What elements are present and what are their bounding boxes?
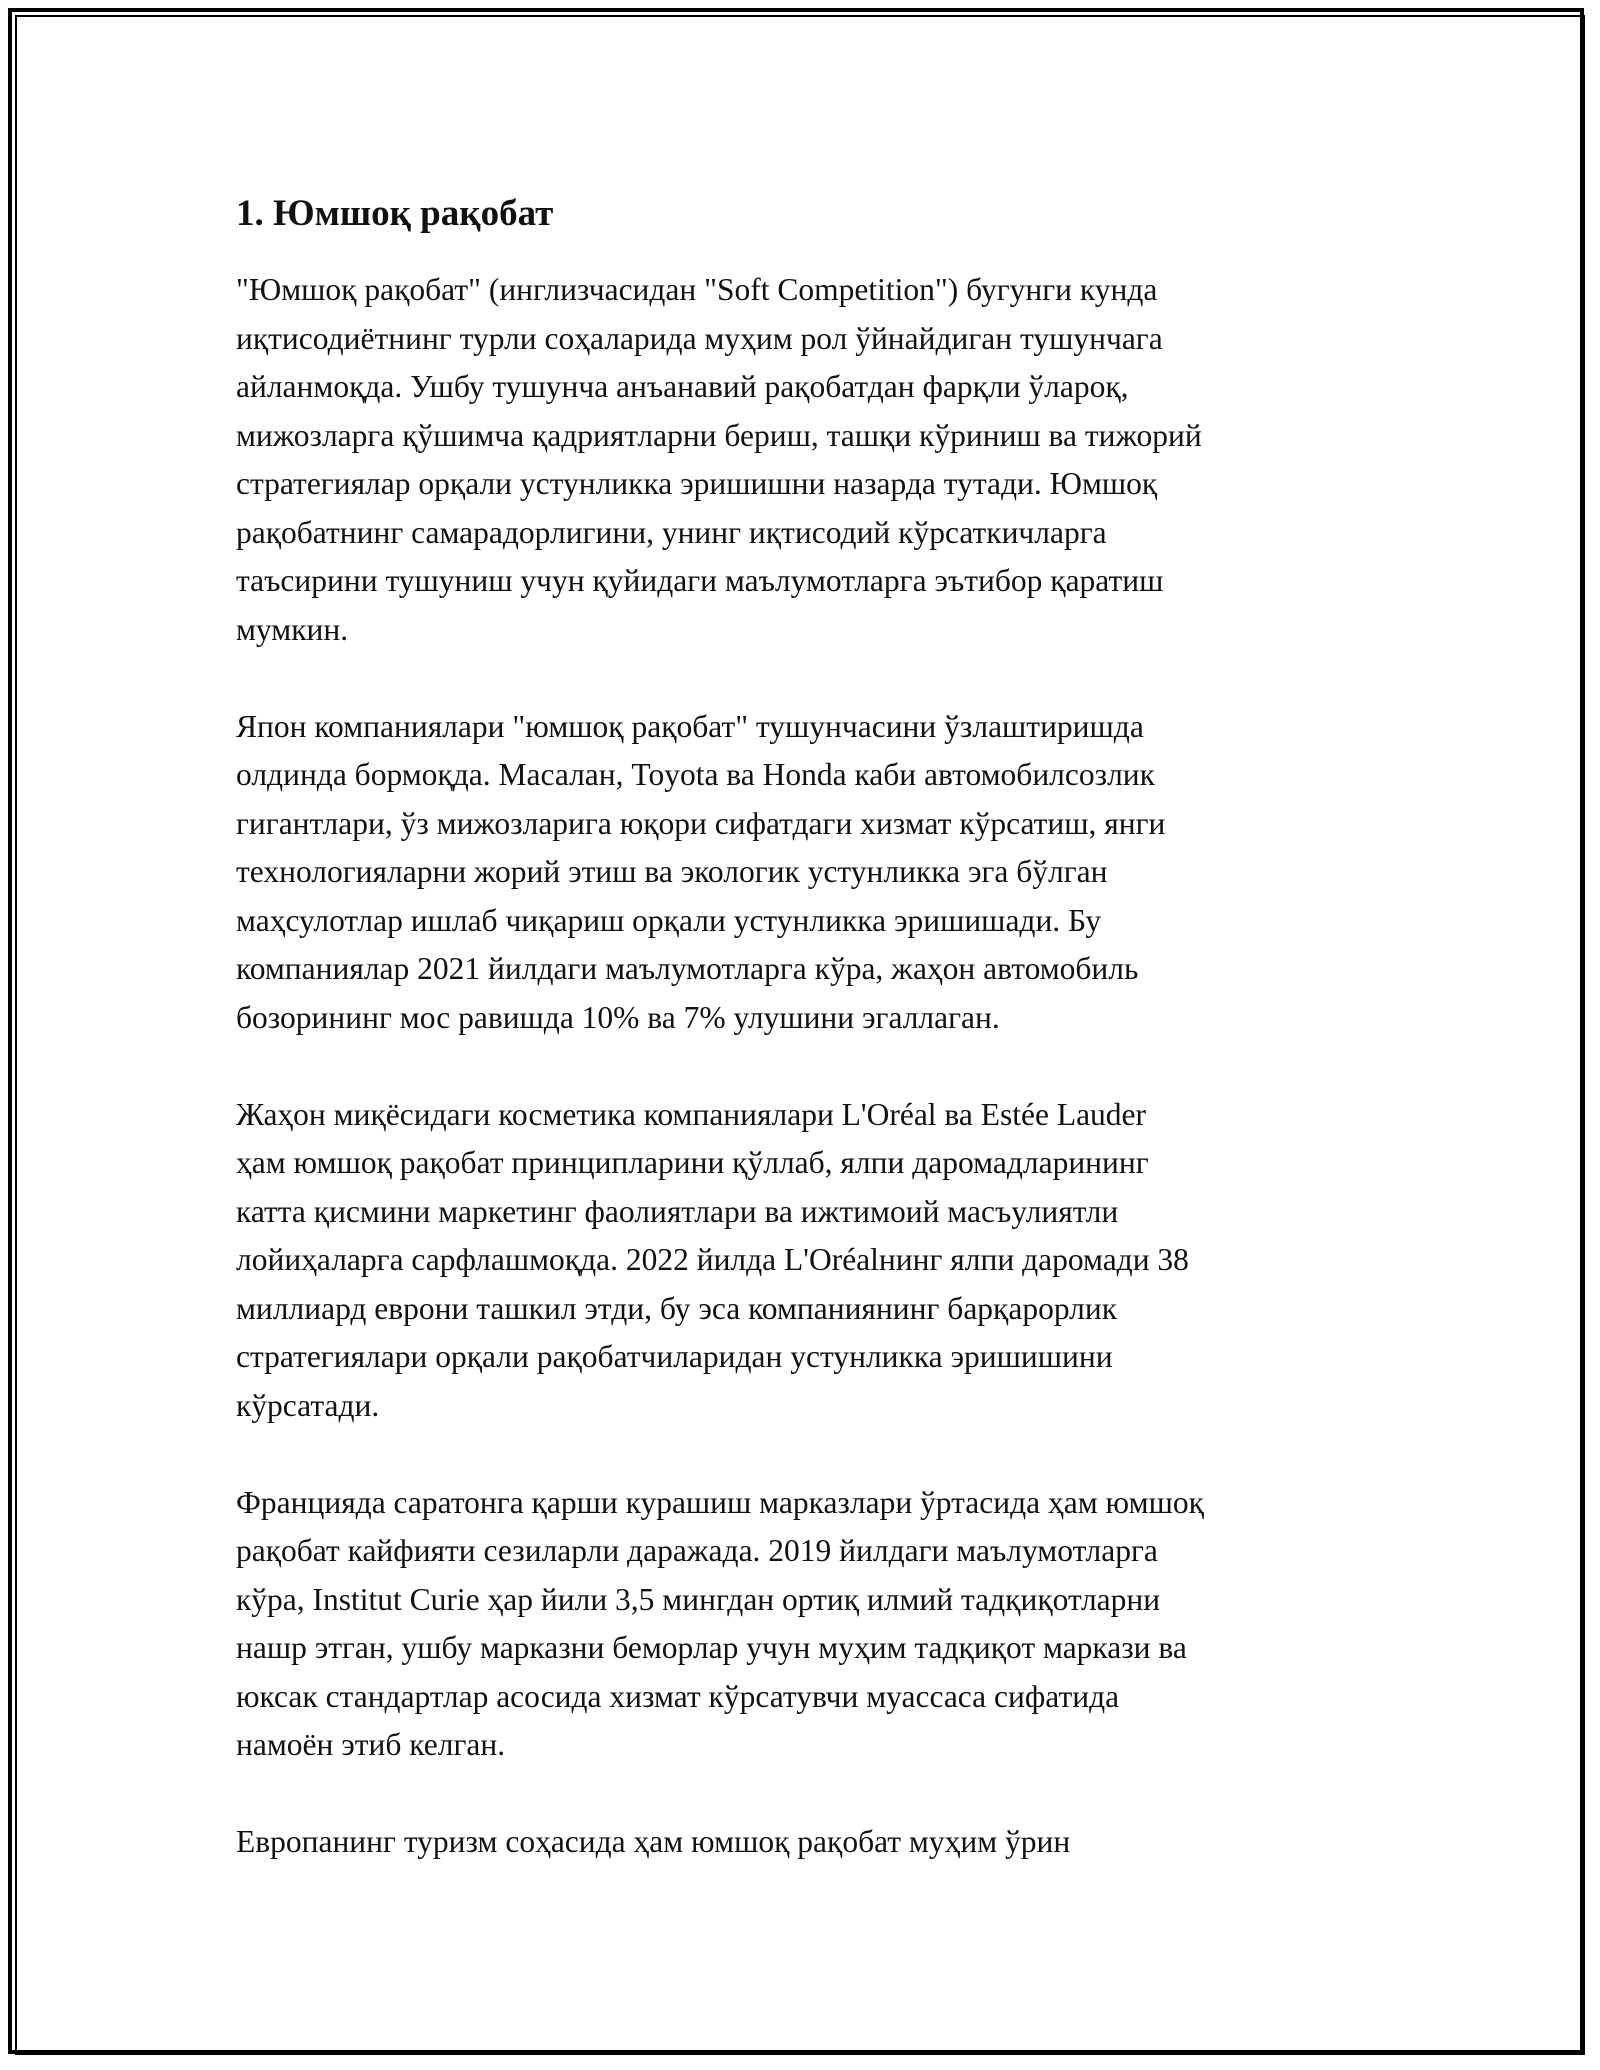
paragraph-cosmetics: Жаҳон миқёсидаги косметика компаниялари L'Oréal ва Estée Lauder ҳам юмшоқ рақобат принципларини қўллаб, ялпи даромадларининг катта қисмини маркетинг фаолиятлари ва ижтимоий масъулиятли лойиҳаларга сарфлашмоқда. 2022 йилда L'Oréalнинг ялпи даромади 38 миллиард еврони ташкил этди, бу эса компаниянинг барқарорлик стратегиялари орқали рақобатчиларидан устунликка эришишини кўрсатади.: [236, 1096, 1189, 1423]
paragraph-europe: Европанинг туризм соҳасида ҳам юмшоқ рақобат муҳим ўрин: [236, 1824, 1071, 1859]
paragraph-japan: Япон компаниялари "юмшоқ рақобат" тушунчасини ўзлаштиришда олдинда бормоқда. Масалан, Toyota ва Honda каби автомобилсозлик гигантлари, ўз мижозларига юқори сифатдаги хизмат кўрсатиш, янги технологияларни жорий этиш ва экологик устунликка эга бўлган маҳсулотлар ишлаб чиқариш орқали устунликка эришишади. Бу компаниялар 2021 йилдаги маълумотларга кўра, жаҳон автомобиль бозорининг мос равишда 10% ва 7% улушини эгаллаган.: [236, 708, 1166, 1035]
paragraph-france: Францияда саратонга қарши курашиш марказлари ўртасида ҳам юмшоқ рақобат кайфияти сезиларли даражада. 2019 йилдаги маълумотларга кўра, Institut Curie ҳар йили 3,5 мингдан ортиқ илмий тадқиқотларни нашр этган, ушбу марказни беморлар учун муҳим тадқиқот маркази ва юксак стандартлар асосида хизмат кўрсатувчи муассаса сифатида намоён этиб келган.: [236, 1484, 1204, 1762]
paragraph-intro: "Юмшоқ рақобат" (инглизчасидан "Soft Competition") бугунги кунда иқтисодиётнинг турли соҳаларида муҳим рол ўйнайдиган тушунчага айланмоқда. Ушбу тушунча анъанавий рақобатдан фарқли ўлароқ, мижозларга қўшимча қадриятларни бериш, ташқи кўриниш ва тижорий стратегиялар орқали устунликка эришишни назарда тутади. Юмшоқ рақобатнинг самарадорлигини, унинг иқтисодий кўрсаткичларга таъсирини тушуниш учун қуйидаги маълумотларга эътибор қаратиш мумкин.: [236, 272, 1202, 647]
document-body: [236, 186, 1386, 1915]
section-heading: 1. Юмшоқ рақобат: [236, 193, 554, 234]
